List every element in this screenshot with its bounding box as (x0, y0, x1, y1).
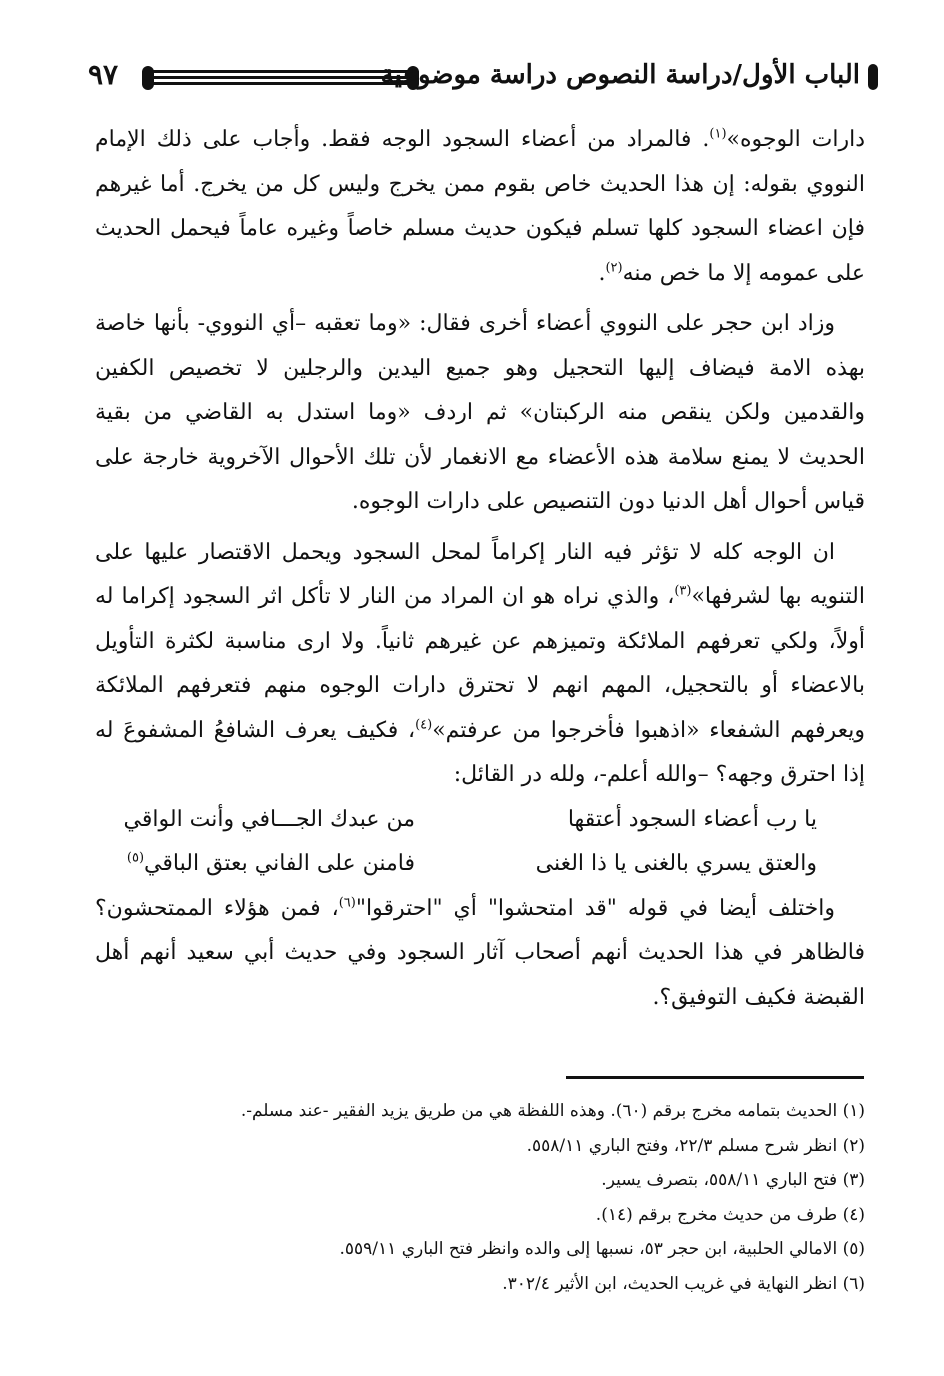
footnote-2: (٢) انظر شرح مسلم ٢٢/٣، وفتح الباري ٥٥٨/١١. (526, 1135, 865, 1156)
chapter-title: الباب الأول/دراسة النصوص دراسة موضوعية (380, 60, 860, 90)
footnote-ref-6: (٦) (338, 895, 356, 911)
paragraph-2: وزاد ابن حجر على النووي أعضاء أخرى فقال: «وما تعقبه –أي النووي- بأنها خاصة بهذه الامة فيضاف إليها التحجيل وهو جميع اليدين والرجلين لا تخصيص الكفين والقدمين ولكن ينقص منه الركبتان» ثم اردف «وما استدل به القاضي من بقية الحديث لا يمنع سلامة هذه الأعضاء مع الانغمار لأن تلك الأحوال الآخروية خارجة على قياس أحوال أهل الدنيا دون التنصيص على دارات الوجوه. (95, 311, 865, 514)
footnotes (95, 1094, 865, 1301)
footnote-ref-2: (٢) (605, 260, 623, 276)
footnote-6: (٦) انظر النهاية في غريب الحديث، ابن الأثير ٣٠٢/٤. (502, 1273, 865, 1294)
header-ornament-rule (148, 68, 413, 88)
verse-1-first-hemistich: يا رب أعضاء السجود أعتقها (567, 806, 817, 832)
footnote-ref-1: (١) (709, 126, 727, 142)
footnote-3: (٣) فتح الباري ٥٥٨/١١، بتصرف يسير. (601, 1170, 865, 1190)
footnote-5: (٥) الامالي الحلبية، ابن حجر ٥٣، نسبها إلى والده وانظر فتح الباري ٥٥٩/١١. (339, 1239, 865, 1259)
footnote-separator (566, 1076, 864, 1079)
paragraph-4: واختلف أيضا في قوله "قد امتحشوا" أي "احترقوا"$^{(٦)}$، فمن هؤلاء الممتحشون؟ فالظاهر في هذا الحديث أنهم أصحاب آثار السجود وفي حديث أبي سعيد أنهم أهل القبضة فكيف التوفيق؟. (95, 895, 865, 1010)
page-number: ٩٧ (88, 58, 119, 91)
poem (95, 798, 865, 887)
paragraph-3: ان الوجه كله لا تؤثر فيه النار إكراماً لمحل السجود ويحمل الاقتصار عليها على التنويه بها لشرفها»$^{(٣)}$، والذي نراه هو ان المراد من النار لا تأكل اثر السجود إكراما له أولاً، ولكي تعرفهم الملائكة وتميزهم عن غيرهم ثانياً. ولا ارى مناسبة لكثرة التأويل بالاعضاء أو بالتحجيل، المهم انهم لا تحترق دارات الوجوه منهم فتعرفهم الملائكة ويعرفهم الشفعاء «اذهبوا فأخرجوا من عرفتم»$^{(٤)}$، فكيف يعرف الشافعُ المشفوعَ له إذا احترق وجهه؟ –والله أعلم-، ولله در القائل: (95, 539, 865, 787)
footnote-ref-5: (٥) (126, 850, 145, 866)
main-text (95, 118, 865, 1020)
footnote-ref-3: (٣) (674, 583, 692, 599)
page-header (88, 58, 878, 102)
footnote-ref-4: (٤) (415, 717, 433, 733)
header-ornament-end (868, 64, 878, 90)
verse-2-second-hemistich: فامنن على الفاني بعتق الباقي$^{(٥)}$ (126, 850, 415, 876)
footnote-4: (٤) طرف من حديث مخرج برقم (١٤). (595, 1204, 865, 1225)
verse-2-first-hemistich: والعتق يسري بالغنى يا ذا الغنى (535, 850, 817, 876)
verse-1-second-hemistich: من عبدك الجـــافي وأنت الواقي (123, 806, 415, 832)
footnote-1: (١) الحديث بتمامه مخرج برقم (٦٠). وهذه اللفظة هي من طريق يزيد الفقير -عند مسلم-. (240, 1101, 865, 1121)
paragraph-1: دارات الوجوه»$^{(١)}$. فالمراد من أعضاء السجود الوجه فقط. وأجاب على ذلك الإمام النووي بقوله: إن هذا الحديث خاص بقوم ممن يخرج وليس كل من يخرج. أما غيرهم فإن اعضاء السجود كلها تسلم فيكون حديث مسلم خاصاً وغيره عاماً فيحمل الحديث على عمومه إلا ما خص منه$^{(٢)}$. (95, 126, 865, 286)
